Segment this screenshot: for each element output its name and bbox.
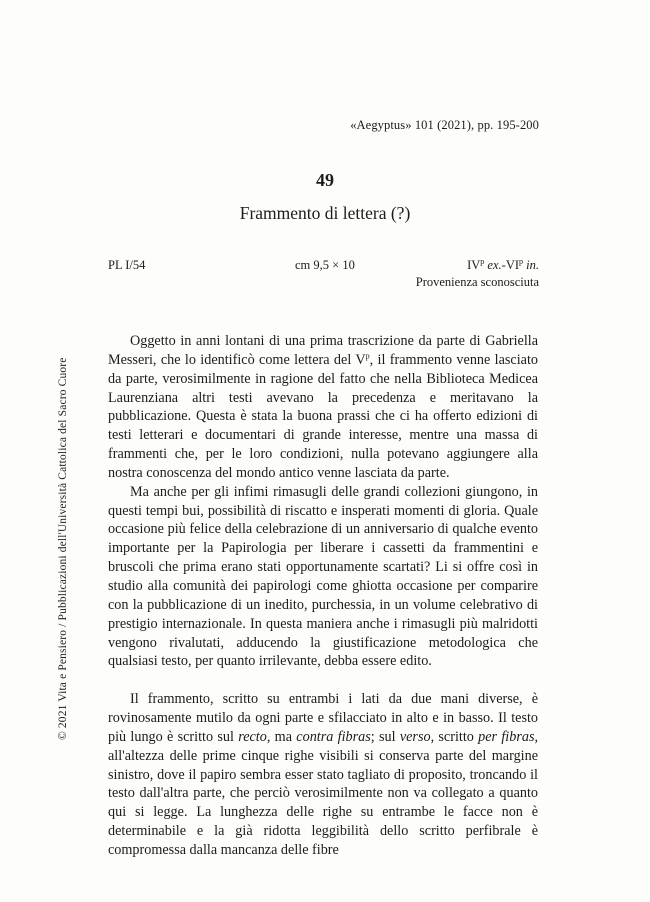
- text-run: , scritto: [430, 728, 479, 745]
- date-in: in.: [526, 258, 539, 272]
- body-text: [108, 332, 538, 860]
- text-run: , all'altezza delle prime cinque righe visibili si conserva parte del margine sinistro, dove il papiro sembra esser stato tagliato di proposito, troncando il testo dall'altra parte, che perciò verosimilmente non va collegato a quanto qui si legge. La lunghezza delle righe su entrambe le facce non è determinabile e la già ridotta leggibilità dello scritto perfibrale è compromessa dalla mancanza delle fibre: [108, 728, 539, 858]
- inventory-number: PL I/54: [108, 258, 146, 272]
- italic-term: per fibras: [478, 728, 535, 745]
- copyright-note: © 2021 Vita e Pensiero / Pubblicazioni dell'Università Cattolica del Sacro Cuore: [57, 357, 69, 740]
- document-title: Frammento di lettera (?): [239, 203, 411, 223]
- date-ex: ex.: [487, 258, 502, 272]
- italic-term: contra fibras: [296, 728, 371, 745]
- date-sup: p: [480, 256, 485, 266]
- date: [416, 257, 539, 274]
- dimensions: cm 9,5 × 10: [295, 258, 355, 272]
- text-run: Il frammento, scritto su entrambi i lati da due mani diverse, è rovinosamente mutilo da ogni parte e sfilacciato in alto e in basso. Il testo più lungo è scritto sul: [108, 691, 538, 745]
- paragraph-3: [108, 690, 538, 860]
- document-number: 49: [316, 170, 334, 190]
- paragraph-1: [108, 332, 538, 483]
- provenance: Provenienza sconosciuta: [415, 275, 539, 289]
- paragraph-2: Ma anche per gli infimi rimasugli delle grandi collezioni giungono, in questi tempi bui, possibilità di riscatto e insperati momenti di gloria. Quale occasione più felice della celebrazione di un anniversario di qualche evento importante per la Papirologia per liberare i cassetti da frammentini e bruscoli che prima erano stati opportunamente scartati? Li si offre così in studio alla comunità dei papirologi come ghiotta occasione per comparire con la pubblicazione di un inedito, purchessia, in un volume celebrativo di prestigio internazionale. In questa maniera anche i rimasugli più malridotti vengono rivalutati, adducendo la giustificazione metodologica che qualsiasi testo, per quanto irrilevante, debba essere edito.: [108, 483, 538, 670]
- text-run: , ma: [266, 728, 297, 745]
- superscript: p: [365, 351, 370, 361]
- text-run: Oggetto in anni lontani di una prima trascrizione da parte di Gabriella Messeri, che lo identificò come lettera del V: [108, 333, 538, 368]
- date-sup: p: [519, 256, 524, 266]
- text-run: , il frammento venne lasciato da parte, verosimilmente in ragione del fatto che nella Biblioteca Medicea Laurenziana altri testi avevano la precedenza e meritavano la pubblicazione. Questa è stata la buona prassi che ci ha offerto edizioni di testi letterari e documentari di grande interesse, mentre una massa di frammenti che, per le loro condizioni, nulla potevano aggiungere alla nostra conoscenza del mondo antico venne lasciata da parte.: [108, 351, 538, 481]
- date-century-start: IV: [467, 258, 481, 272]
- date-century-end: -VI: [501, 258, 520, 272]
- running-head: «Aegyptus» 101 (2021), pp. 195-200: [350, 118, 539, 132]
- italic-term: verso: [399, 728, 431, 745]
- italic-term: recto: [238, 728, 267, 745]
- text-run: ; sul: [370, 728, 400, 745]
- date-provenance: [416, 257, 539, 291]
